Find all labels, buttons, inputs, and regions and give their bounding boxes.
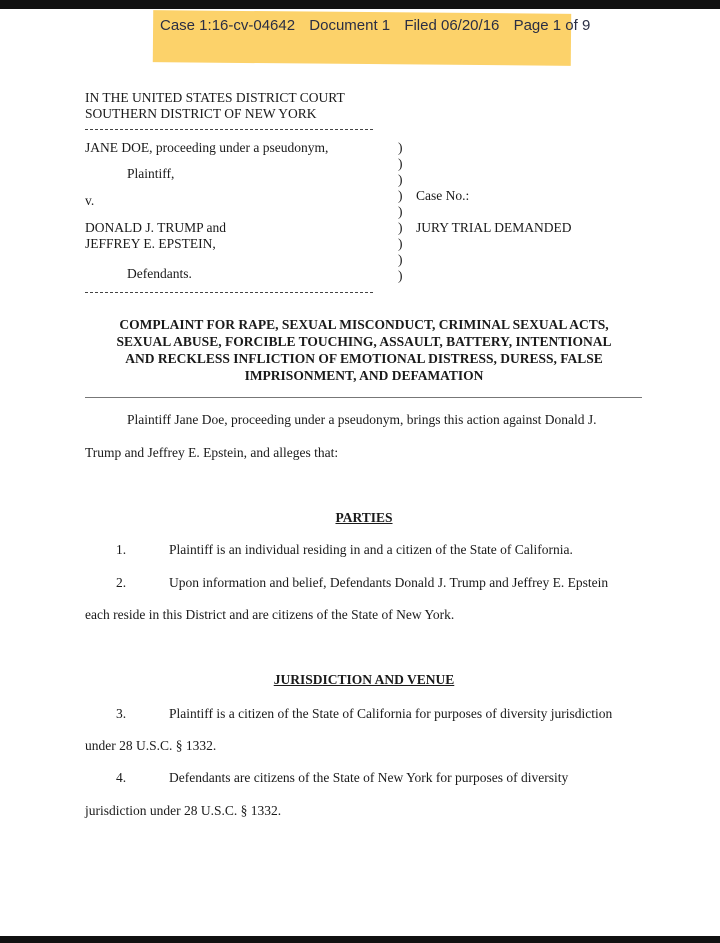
- intro-line-1: Plaintiff Jane Doe, proceeding under a pseudonym, brings this action against Donald J.: [127, 412, 597, 427]
- section-heading-jurisdiction: JURISDICTION AND VENUE: [273, 672, 455, 687]
- title-line: AND RECKLESS INFLICTION OF EMOTIONAL DISTRESS, DURESS, FALSE: [125, 351, 603, 366]
- paragraph-number: 1.: [116, 542, 127, 557]
- paragraph-text: Plaintiff is an individual residing in and a citizen of the State of California.: [169, 542, 573, 557]
- paragraph-text: Plaintiff is a citizen of the State of California for purposes of diversity jurisdiction: [169, 706, 613, 721]
- page-indicator: Page 1 of 9: [513, 17, 591, 34]
- defendants-label: Defendants.: [127, 266, 192, 281]
- caption-divider-bottom: [85, 292, 373, 293]
- title-line: IMPRISONMENT, AND DEFAMATION: [244, 368, 484, 383]
- paragraph-text-continued: each reside in this District and are citizens of the State of New York.: [85, 607, 455, 622]
- top-black-border: [0, 0, 720, 9]
- filed-date: Filed 06/20/16: [404, 17, 500, 34]
- intro-line-2: Trump and Jeffrey E. Epstein, and alleges that:: [85, 445, 339, 460]
- filing-stamp: [160, 17, 600, 34]
- caption-paren: ): [398, 172, 403, 187]
- caption-paren: ): [398, 188, 403, 203]
- title-line: SEXUAL ABUSE, FORCIBLE TOUCHING, ASSAULT, BATTERY, INTENTIONAL: [116, 334, 612, 349]
- versus: v.: [85, 193, 95, 208]
- jury-demand: JURY TRIAL DEMANDED: [416, 220, 572, 235]
- caption-paren: ): [398, 236, 403, 251]
- case-no-label: Case No.:: [416, 188, 470, 203]
- caption-paren: ): [398, 252, 403, 267]
- plaintiff-label: Plaintiff,: [127, 166, 175, 181]
- paragraph-number: 4.: [116, 770, 127, 785]
- complaint-title: [85, 316, 643, 384]
- title-rule: [85, 397, 642, 398]
- defendant-name-2: JEFFREY E. EPSTEIN,: [85, 236, 216, 251]
- caption-paren: ): [398, 204, 403, 219]
- court-district: SOUTHERN DISTRICT OF NEW YORK: [85, 106, 317, 121]
- paragraph-number: 2.: [116, 575, 127, 590]
- defendant-name-1: DONALD J. TRUMP and: [85, 220, 227, 235]
- caption-divider-top: [85, 129, 373, 130]
- title-line: COMPLAINT FOR RAPE, SEXUAL MISCONDUCT, CRIMINAL SEXUAL ACTS,: [119, 317, 609, 332]
- caption-paren: ): [398, 268, 403, 283]
- document-number: Document 1: [309, 17, 391, 34]
- paragraph-number: 3.: [116, 706, 127, 721]
- caption-paren: ): [398, 220, 403, 235]
- paragraph-text-continued: jurisdiction under 28 U.S.C. § 1332.: [85, 803, 282, 818]
- plaintiff-name: JANE DOE, proceeding under a pseudonym,: [85, 140, 329, 155]
- paragraph-text: Upon information and belief, Defendants Donald J. Trump and Jeffrey E. Epstein: [169, 575, 609, 590]
- court-name: IN THE UNITED STATES DISTRICT COURT: [85, 90, 345, 105]
- bottom-black-border: [0, 936, 720, 943]
- section-heading-parties: PARTIES: [335, 510, 393, 525]
- case-number: Case 1:16-cv-04642: [160, 17, 296, 34]
- paragraph-text-continued: under 28 U.S.C. § 1332.: [85, 738, 217, 753]
- caption-paren: ): [398, 156, 403, 171]
- caption-paren: ): [398, 140, 403, 155]
- paragraph-text: Defendants are citizens of the State of New York for purposes of diversity: [169, 770, 569, 785]
